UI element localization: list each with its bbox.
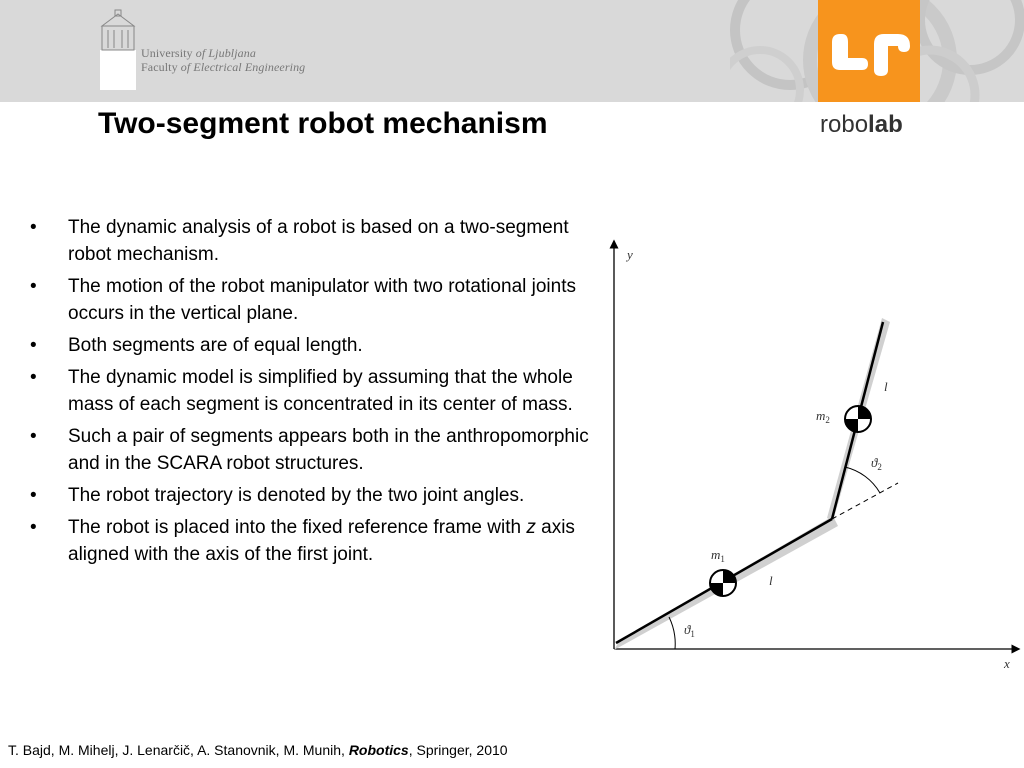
- bullet-item: [30, 482, 608, 509]
- bullet-text: The dynamic model is simplified by assuming that the whole mass of each segment is concentrated in its center of mass.: [68, 367, 573, 415]
- university-name: [141, 46, 305, 74]
- bullet-item: [30, 514, 608, 568]
- bullet-text: The dynamic analysis of a robot is based on a two-segment robot mechanism.: [68, 217, 569, 265]
- bullet-item: [30, 364, 608, 418]
- robot-mechanism-figure: [596, 232, 1024, 682]
- slide-title: Two-segment robot mechanism: [98, 107, 548, 140]
- citation: [8, 742, 508, 758]
- bullet-text: Such a pair of segments appears both in the anthropomorphic and in the SCARA robot structures.: [68, 426, 589, 474]
- angle-1-symbol: ϑ: [684, 622, 691, 637]
- length-2-label: l: [884, 379, 888, 394]
- citation-authors: T. Bajd, M. Mihelj, J. Lenarčič, A. Stanovnik, M. Munih,: [8, 742, 349, 758]
- angle-2-symbol: ϑ: [871, 455, 878, 470]
- y-axis-label: y: [627, 247, 633, 262]
- robolab-lr-icon: [818, 0, 920, 102]
- bullet-icon: •: [30, 335, 37, 356]
- university-line-1-italic: of Ljubljana: [195, 46, 256, 60]
- university-line-1-prefix: University: [141, 46, 196, 60]
- bullet-icon: •: [30, 367, 37, 388]
- bullet-text-before: The robot is placed into the fixed reference frame with: [68, 517, 527, 538]
- robolab-logo-square: [818, 0, 920, 102]
- bullet-text: Both segments are of equal length.: [68, 335, 363, 356]
- university-line-1: [141, 46, 305, 60]
- angle-1-label: [684, 622, 695, 639]
- bullet-text-italic: z: [526, 517, 536, 538]
- bullet-item: [30, 273, 608, 327]
- bullet-icon: •: [30, 276, 37, 297]
- mass-1-subscript: 1: [720, 554, 725, 564]
- robolab-bold: lab: [868, 111, 903, 138]
- university-line-2-prefix: Faculty: [141, 60, 181, 74]
- robolab-logo-text: [820, 111, 903, 139]
- bullet-text: The robot trajectory is denoted by the two joint angles.: [68, 485, 525, 506]
- angle-1-arc: [669, 617, 675, 649]
- citation-book: Robotics: [348, 742, 409, 758]
- header-band: [0, 0, 1024, 102]
- length-1-label: l: [769, 573, 773, 588]
- angle-2-arc: [845, 467, 880, 493]
- university-line-2-italic: of Electrical Engineering: [180, 60, 306, 74]
- bullet-icon: •: [30, 517, 37, 538]
- university-crest-icon: [98, 8, 138, 92]
- bullet-item: [30, 214, 608, 268]
- mass-2-icon: [845, 406, 871, 432]
- angle-2-subscript: 2: [877, 462, 882, 472]
- angle-2-label: [871, 455, 882, 472]
- citation-publisher: , Springer, 2010: [408, 742, 508, 758]
- bullet-icon: •: [30, 485, 37, 506]
- angle-1-subscript: 1: [690, 629, 695, 639]
- mass-1-symbol: m: [711, 547, 721, 562]
- bullet-text-after: axis aligned with the axis of the first joint.: [68, 517, 575, 565]
- bullet-text: The motion of the robot manipulator with two rotational joints occurs in the vertical plane.: [68, 276, 576, 324]
- bullet-icon: •: [30, 426, 37, 447]
- bullet-item: [30, 423, 608, 477]
- bullet-list: [30, 214, 608, 573]
- mass-1-icon: [710, 570, 736, 596]
- university-line-2: [141, 60, 305, 74]
- mass-2-symbol: m: [816, 408, 826, 423]
- x-axis-label: x: [1004, 656, 1010, 671]
- mass-2-label: [816, 408, 830, 425]
- bullet-icon: •: [30, 217, 37, 238]
- mass-1-label: [711, 547, 725, 564]
- mass-2-subscript: 2: [825, 415, 830, 425]
- robolab-prefix: robo: [820, 111, 869, 138]
- bullet-item: [30, 332, 608, 359]
